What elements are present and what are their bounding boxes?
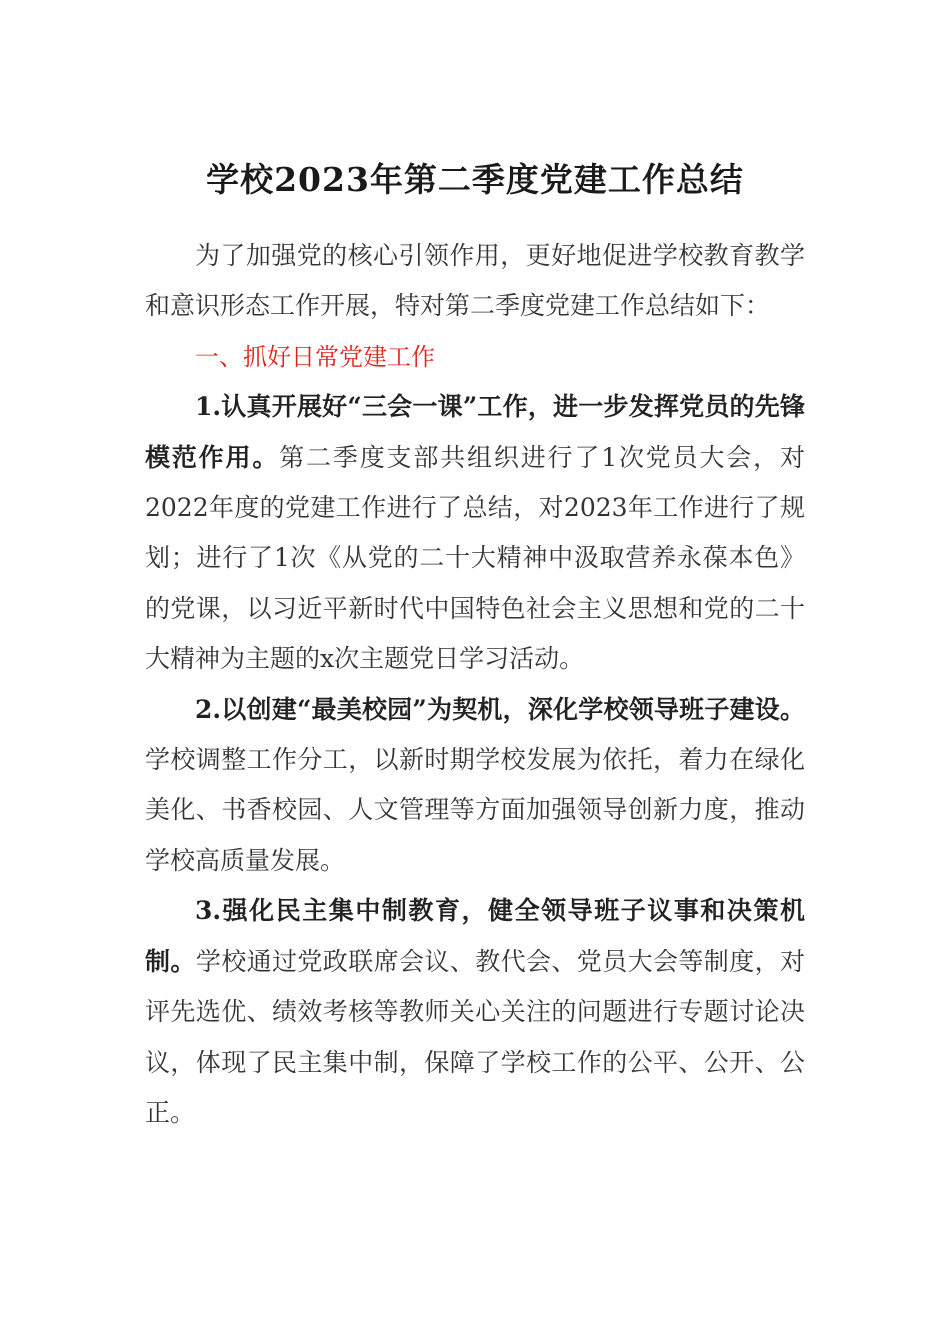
item-paragraph-3 [145,886,805,1138]
item-paragraph-1 [145,382,805,684]
item-text-2: 学校调整工作分工，以新时期学校发展为依托，着力在绿化美化、书香校园、人文管理等方面加强领导创新力度，推动学校高质量发展。 [145,745,805,875]
item-lead-2: 2.以创建“最美校园”为契机，深化学校领导班子建设。 [195,694,805,724]
item-lead-3: 3.强化民主集中制教育，健全领导班子议事和决策机制。 [145,896,805,976]
intro-paragraph: 为了加强党的核心引领作用，更好地促进学校教育教学和意识形态工作开展，特对第二季度党建工作总结如下： [145,241,805,321]
item-paragraph-2 [145,685,805,887]
item-lead-1: 1.认真开展好“三会一课”工作，进一步发挥党员的先锋模范作用。 [145,392,805,472]
section-heading-text: 一、抓好日常党建工作 [195,342,435,371]
document-title: 学校2023年第二季度党建工作总结 [206,160,744,199]
document-body [145,231,805,1138]
item-text-3: 学校通过党政联席会议、教代会、党员大会等制度，对评先选优、绩效考核等教师关心关注的问题进行专题讨论决议，体现了民主集中制，保障了学校工作的公平、公开、公正。 [145,946,805,1127]
section-heading [145,332,805,382]
item-text-1: 第二季度支部共组织进行了1次党员大会，对2022年度的党建工作进行了总结，对2023年工作进行了规划；进行了1次《从党的二十大精神中汲取营养永葆本色》的党课，以习近平新时代中国特色社会主义思想和党的二十大精神为主题的x次主题党日学习活动。 [145,442,805,674]
